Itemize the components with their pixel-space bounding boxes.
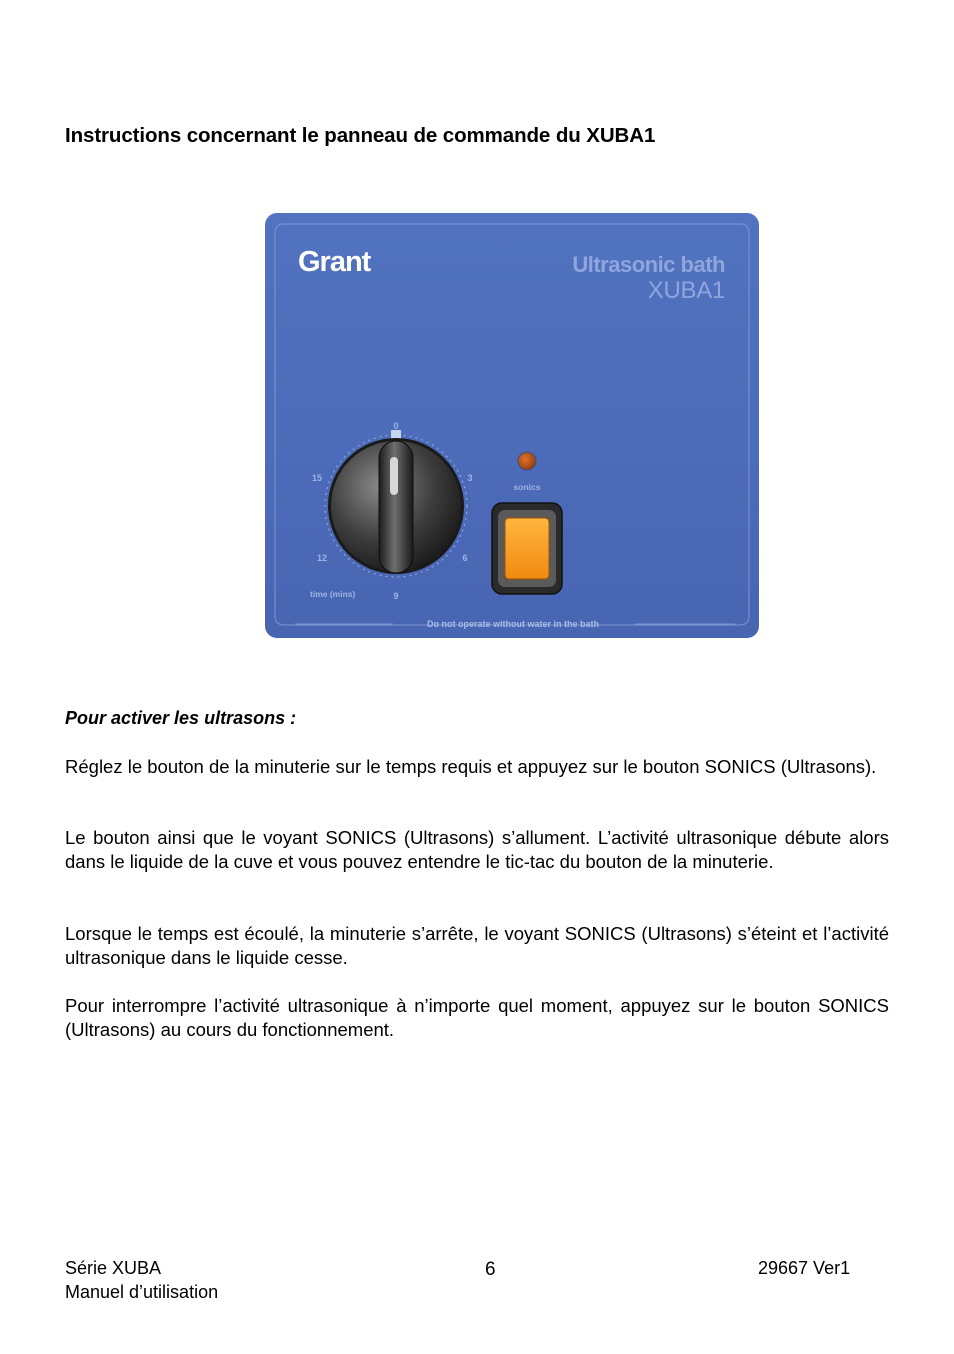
control-panel-illustration bbox=[265, 213, 759, 638]
timer-label: time (mins) bbox=[310, 589, 356, 599]
panel-brand: Grant bbox=[298, 246, 371, 278]
dial-label-3: 3 bbox=[467, 473, 473, 483]
panel-product-line: Ultrasonic bath bbox=[572, 252, 725, 277]
panel-warning: Do not operate without water in the bath bbox=[427, 619, 599, 629]
footer-left bbox=[65, 1256, 218, 1304]
dial-label-9: 9 bbox=[393, 591, 399, 601]
knob-pointer bbox=[390, 457, 398, 495]
paragraph-3: Lorsque le temps est écoulé, la minuterie s’arrête, le voyant SONICS (Ultrasons) s’éteint et l’activité ultrasonique dans le liquide cesse. bbox=[65, 923, 889, 968]
page-number: 6 bbox=[485, 1259, 496, 1280]
section-title: Pour activer les ultrasons : bbox=[65, 708, 297, 728]
page-heading: Instructions concernant le panneau de commande du XUBA1 bbox=[65, 124, 656, 147]
timer-knob[interactable] bbox=[328, 438, 464, 574]
sonics-indicator-led bbox=[518, 452, 536, 470]
sonics-label: sonics bbox=[513, 482, 541, 492]
dial-label-15: 15 bbox=[311, 473, 323, 483]
dial-label-6: 6 bbox=[462, 553, 468, 563]
footer-manual: Manuel d’utilisation bbox=[65, 1282, 219, 1302]
paragraph-2: Le bouton ainsi que le voyant SONICS (Ultrasons) s’allument. L’activité ultrasonique débute alors dans le liquide de la cuve et vous pouvez entendre le tic-tac du bouton de la minuterie. bbox=[65, 827, 889, 872]
paragraph-1: Réglez le bouton de la minuterie sur le temps requis et appuyez sur le bouton SONICS (Ultrasons). bbox=[65, 756, 877, 777]
panel-model: XUBA1 bbox=[647, 277, 725, 304]
sonics-switch[interactable] bbox=[492, 503, 562, 594]
paragraph-4: Pour interrompre l’activité ultrasonique à n’importe quel moment, appuyez sur le bouton SONICS (Ultrasons) au cours du fonctionnement. bbox=[65, 995, 889, 1040]
footer-series: Série XUBA bbox=[65, 1258, 162, 1278]
dial-label-0: 0 bbox=[393, 421, 399, 431]
dial-label-12: 12 bbox=[316, 553, 328, 563]
footer-doc-ref: 29667 Ver1 bbox=[758, 1258, 851, 1278]
